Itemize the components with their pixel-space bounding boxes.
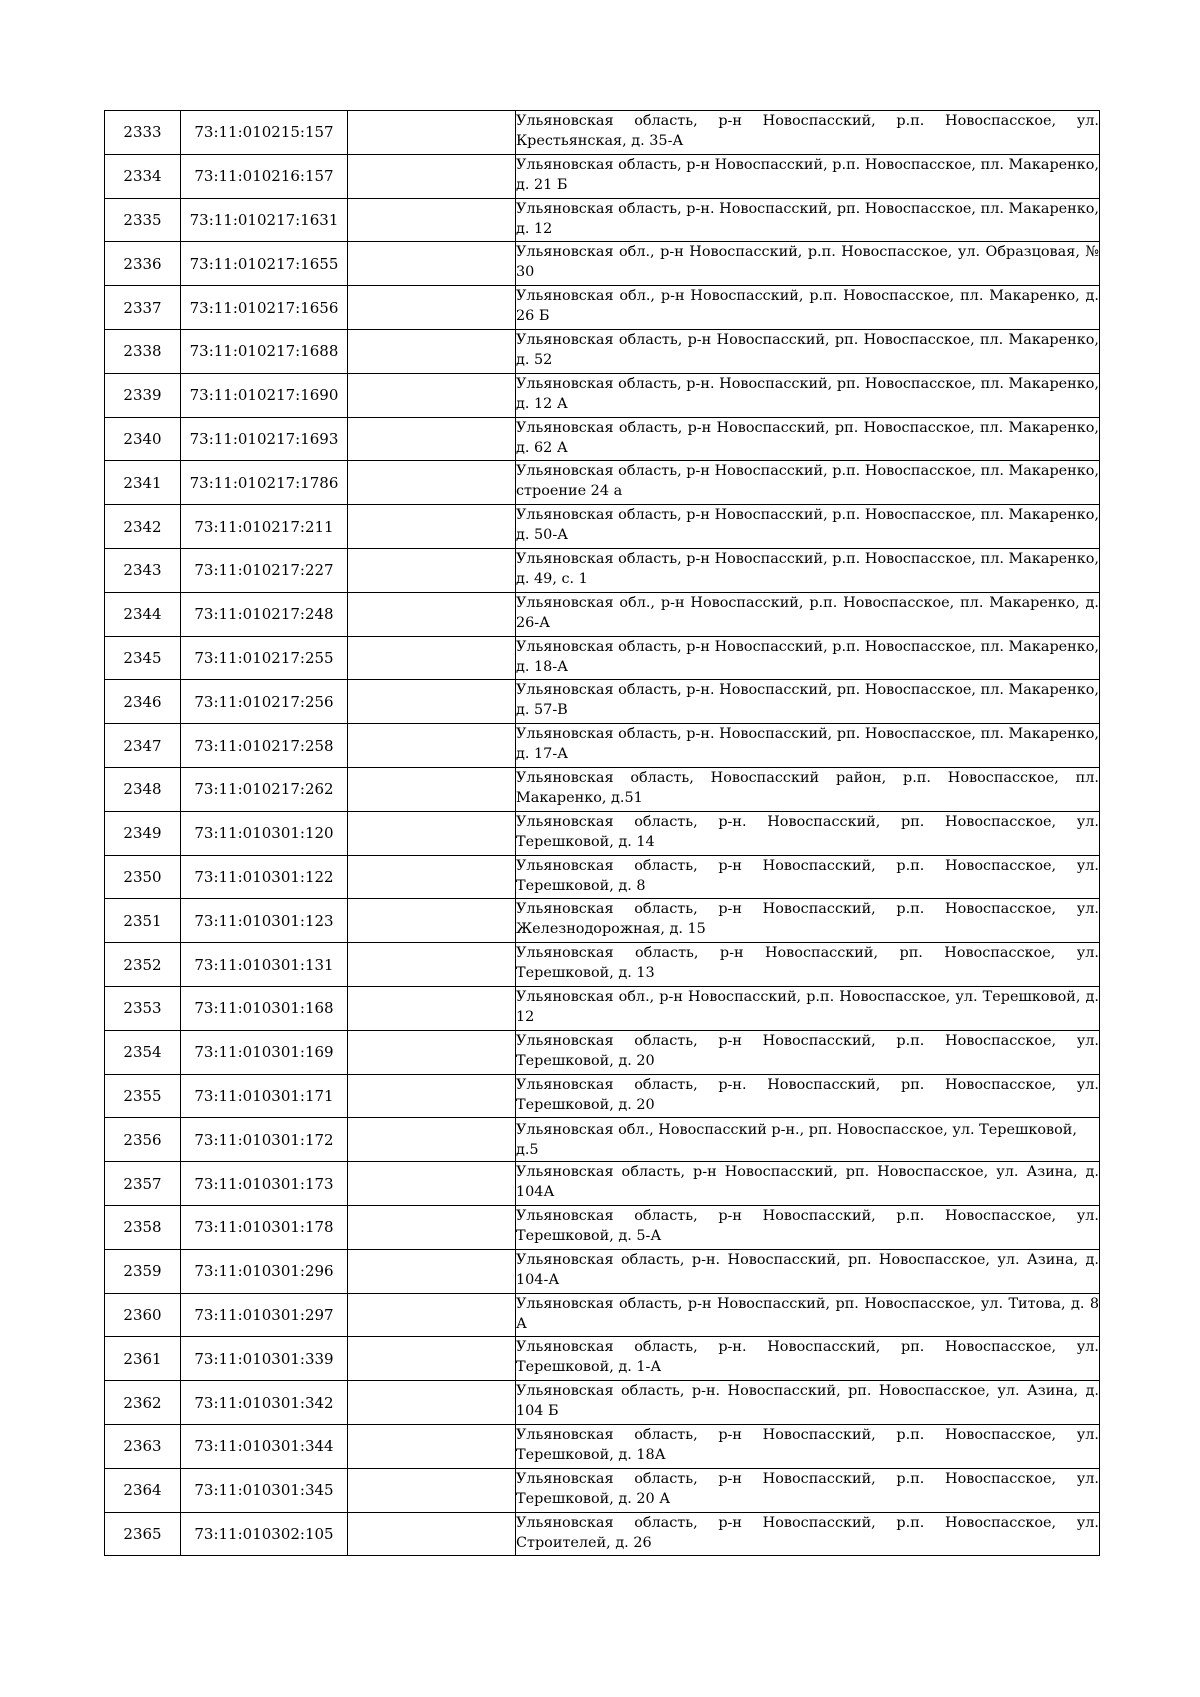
- empty-cell: [348, 417, 516, 461]
- empty-cell: [348, 1468, 516, 1512]
- empty-cell: [348, 592, 516, 636]
- empty-cell: [348, 724, 516, 768]
- cadastral-number: 73:11:010217:258: [181, 724, 348, 768]
- row-number: 2338: [105, 329, 181, 373]
- row-number: 2341: [105, 461, 181, 505]
- address-cell: Ульяновская область, р-н Новоспасский, р.п. Новоспасское, пл. Макаренко, д. 50-А: [516, 505, 1100, 549]
- address-cell: Ульяновская обл., Новоспасский р-н., рп. Новоспасское, ул. Терешковой, д.5: [516, 1118, 1100, 1162]
- table-row: [105, 417, 1100, 461]
- empty-cell: [348, 373, 516, 417]
- cadastral-number: 73:11:010301:172: [181, 1118, 348, 1162]
- address-cell: Ульяновская область, р-н Новоспасский, р.п. Новоспасское, ул. Крестьянская, д. 35-А: [516, 111, 1100, 155]
- row-number: 2361: [105, 1337, 181, 1381]
- cadastral-number: 73:11:010301:123: [181, 899, 348, 943]
- row-number: 2347: [105, 724, 181, 768]
- table-row: [105, 461, 1100, 505]
- empty-cell: [348, 986, 516, 1030]
- address-cell: Ульяновская область, р-н. Новоспасский, рп. Новоспасское, ул. Терешковой, д. 1-А: [516, 1337, 1100, 1381]
- row-number: 2335: [105, 198, 181, 242]
- row-number: 2364: [105, 1468, 181, 1512]
- cadastral-number: 73:11:010301:342: [181, 1381, 348, 1425]
- table-row: [105, 986, 1100, 1030]
- empty-cell: [348, 943, 516, 987]
- row-number: 2360: [105, 1293, 181, 1337]
- table-row: [105, 724, 1100, 768]
- table-row: [105, 242, 1100, 286]
- empty-cell: [348, 767, 516, 811]
- table-body: [105, 111, 1100, 1556]
- row-number: 2346: [105, 680, 181, 724]
- table-row: [105, 111, 1100, 155]
- empty-cell: [348, 1293, 516, 1337]
- row-number: 2339: [105, 373, 181, 417]
- address-cell: Ульяновская область, р-н Новоспасский, р.п. Новоспасское, ул. Терешковой, д. 5-А: [516, 1205, 1100, 1249]
- row-number: 2343: [105, 548, 181, 592]
- address-cell: Ульяновская область, Новоспасский район, р.п. Новоспасское, пл. Макаренко, д.51: [516, 767, 1100, 811]
- cadastral-number: 73:11:010301:122: [181, 855, 348, 899]
- address-cell: Ульяновская обл., р-н Новоспасский, р.п. Новоспасское, пл. Макаренко, д. 26 Б: [516, 286, 1100, 330]
- address-cell: Ульяновская область, р-н Новоспасский, р.п. Новоспасское, пл. Макаренко, д. 21 Б: [516, 154, 1100, 198]
- row-number: 2358: [105, 1205, 181, 1249]
- cadastral-number: 73:11:010217:227: [181, 548, 348, 592]
- address-cell: Ульяновская область, р-н. Новоспасский, рп. Новоспасское, ул. Терешковой, д. 20: [516, 1074, 1100, 1118]
- address-cell: Ульяновская обл., р-н Новоспасский, р.п. Новоспасское, пл. Макаренко, д. 26-А: [516, 592, 1100, 636]
- table-row: [105, 1337, 1100, 1381]
- row-number: 2352: [105, 943, 181, 987]
- address-cell: Ульяновская область, р-н. Новоспасский, рп. Новоспасское, пл. Макаренко, д. 57-В: [516, 680, 1100, 724]
- cadastral-number: 73:11:010217:1693: [181, 417, 348, 461]
- table-row: [105, 1162, 1100, 1206]
- empty-cell: [348, 242, 516, 286]
- empty-cell: [348, 154, 516, 198]
- row-number: 2356: [105, 1118, 181, 1162]
- cadastral-number: 73:11:010217:211: [181, 505, 348, 549]
- cadastral-number: 73:11:010301:171: [181, 1074, 348, 1118]
- address-cell: Ульяновская область, р-н Новоспасский, рп. Новоспасское, пл. Макаренко, д. 62 А: [516, 417, 1100, 461]
- table-row: [105, 329, 1100, 373]
- cadastral-number: 73:11:010301:344: [181, 1424, 348, 1468]
- table-row: [105, 943, 1100, 987]
- row-number: 2362: [105, 1381, 181, 1425]
- table-row: [105, 680, 1100, 724]
- table-row: [105, 767, 1100, 811]
- cadastral-number: 73:11:010217:1688: [181, 329, 348, 373]
- table-row: [105, 899, 1100, 943]
- empty-cell: [348, 1118, 516, 1162]
- cadastral-number: 73:11:010301:173: [181, 1162, 348, 1206]
- table-row: [105, 811, 1100, 855]
- address-cell: Ульяновская область, р-н Новоспасский, рп. Новоспасское, ул. Азина, д. 104А: [516, 1162, 1100, 1206]
- table-row: [105, 1512, 1100, 1556]
- address-cell: Ульяновская обл., р-н Новоспасский, р.п. Новоспасское, ул. Терешковой, д. 12: [516, 986, 1100, 1030]
- row-number: 2365: [105, 1512, 181, 1556]
- address-cell: Ульяновская область, р-н. Новоспасский, рп. Новоспасское, пл. Макаренко, д. 17-А: [516, 724, 1100, 768]
- row-number: 2351: [105, 899, 181, 943]
- address-cell: Ульяновская область, р-н. Новоспасский, рп. Новоспасское, пл. Макаренко, д. 12 А: [516, 373, 1100, 417]
- empty-cell: [348, 680, 516, 724]
- table-row: [105, 505, 1100, 549]
- row-number: 2355: [105, 1074, 181, 1118]
- empty-cell: [348, 505, 516, 549]
- address-cell: Ульяновская область, р-н Новоспасский, р.п. Новоспасское, ул. Терешковой, д. 18А: [516, 1424, 1100, 1468]
- row-number: 2359: [105, 1249, 181, 1293]
- address-cell: Ульяновская область, р-н Новоспасский, р.п. Новоспасское, пл. Макаренко, д. 18-А: [516, 636, 1100, 680]
- cadastral-number: 73:11:010217:1786: [181, 461, 348, 505]
- empty-cell: [348, 1512, 516, 1556]
- table-row: [105, 1381, 1100, 1425]
- cadastral-number: 73:11:010301:296: [181, 1249, 348, 1293]
- empty-cell: [348, 1205, 516, 1249]
- cadastral-number: 73:11:010217:1656: [181, 286, 348, 330]
- row-number: 2357: [105, 1162, 181, 1206]
- table-row: [105, 1293, 1100, 1337]
- cadastral-number: 73:11:010217:262: [181, 767, 348, 811]
- cadastral-number: 73:11:010301:178: [181, 1205, 348, 1249]
- row-number: 2349: [105, 811, 181, 855]
- table-row: [105, 198, 1100, 242]
- empty-cell: [348, 329, 516, 373]
- empty-cell: [348, 1381, 516, 1425]
- cadastral-number: 73:11:010301:131: [181, 943, 348, 987]
- empty-cell: [348, 461, 516, 505]
- table-row: [105, 1249, 1100, 1293]
- row-number: 2345: [105, 636, 181, 680]
- address-cell: Ульяновская область, р-н. Новоспасский, рп. Новоспасское, ул. Терешковой, д. 14: [516, 811, 1100, 855]
- row-number: 2334: [105, 154, 181, 198]
- empty-cell: [348, 1030, 516, 1074]
- address-cell: Ульяновская область, р-н Новоспасский, рп. Новоспасское, ул. Титова, д. 8 А: [516, 1293, 1100, 1337]
- table-row: [105, 154, 1100, 198]
- cadastral-number: 73:11:010301:169: [181, 1030, 348, 1074]
- table-row: [105, 1118, 1100, 1162]
- empty-cell: [348, 1424, 516, 1468]
- table-row: [105, 1030, 1100, 1074]
- cadastral-number: 73:11:010301:120: [181, 811, 348, 855]
- cadastral-number: 73:11:010217:256: [181, 680, 348, 724]
- cadastral-number: 73:11:010217:1690: [181, 373, 348, 417]
- table-row: [105, 1074, 1100, 1118]
- cadastral-number: 73:11:010217:1655: [181, 242, 348, 286]
- row-number: 2353: [105, 986, 181, 1030]
- address-cell: Ульяновская обл., р-н Новоспасский, р.п. Новоспасское, ул. Образцовая, № 30: [516, 242, 1100, 286]
- row-number: 2348: [105, 767, 181, 811]
- table-row: [105, 373, 1100, 417]
- empty-cell: [348, 899, 516, 943]
- table-row: [105, 286, 1100, 330]
- cadastral-number: 73:11:010217:248: [181, 592, 348, 636]
- address-cell: Ульяновская область, р-н Новоспасский, р.п. Новоспасское, пл. Макаренко, строение 24 а: [516, 461, 1100, 505]
- empty-cell: [348, 1249, 516, 1293]
- cadastral-number: 73:11:010215:157: [181, 111, 348, 155]
- table-row: [105, 592, 1100, 636]
- table-row: [105, 855, 1100, 899]
- address-cell: Ульяновская область, р-н. Новоспасский, рп. Новоспасское, ул. Азина, д. 104-А: [516, 1249, 1100, 1293]
- empty-cell: [348, 636, 516, 680]
- cadastral-number: 73:11:010302:105: [181, 1512, 348, 1556]
- address-cell: Ульяновская область, р-н Новоспасский, р.п. Новоспасское, ул. Терешковой, д. 20: [516, 1030, 1100, 1074]
- table-row: [105, 636, 1100, 680]
- empty-cell: [348, 111, 516, 155]
- empty-cell: [348, 198, 516, 242]
- empty-cell: [348, 811, 516, 855]
- cadastral-number: 73:11:010301:297: [181, 1293, 348, 1337]
- address-cell: Ульяновская область, р-н. Новоспасский, рп. Новоспасское, ул. Азина, д. 104 Б: [516, 1381, 1100, 1425]
- address-cell: Ульяновская область, р-н Новоспасский, р.п. Новоспасское, ул. Терешковой, д. 20 А: [516, 1468, 1100, 1512]
- row-number: 2340: [105, 417, 181, 461]
- address-cell: Ульяновская область, р-н Новоспасский, р.п. Новоспасское, пл. Макаренко, д. 49, с. 1: [516, 548, 1100, 592]
- row-number: 2342: [105, 505, 181, 549]
- empty-cell: [348, 855, 516, 899]
- row-number: 2363: [105, 1424, 181, 1468]
- address-cell: Ульяновская область, р-н Новоспасский, р.п. Новоспасское, ул. Строителей, д. 26: [516, 1512, 1100, 1556]
- property-register-table: [104, 110, 1100, 1556]
- row-number: 2336: [105, 242, 181, 286]
- address-cell: Ульяновская область, р-н Новоспасский, рп. Новоспасское, пл. Макаренко, д. 52: [516, 329, 1100, 373]
- empty-cell: [348, 1162, 516, 1206]
- row-number: 2333: [105, 111, 181, 155]
- empty-cell: [348, 548, 516, 592]
- address-cell: Ульяновская область, р-н Новоспасский, рп. Новоспасское, ул. Терешковой, д. 13: [516, 943, 1100, 987]
- empty-cell: [348, 286, 516, 330]
- cadastral-number: 73:11:010217:255: [181, 636, 348, 680]
- row-number: 2350: [105, 855, 181, 899]
- address-cell: Ульяновская область, р-н Новоспасский, р.п. Новоспасское, ул. Терешковой, д. 8: [516, 855, 1100, 899]
- cadastral-number: 73:11:010301:168: [181, 986, 348, 1030]
- cadastral-number: 73:11:010216:157: [181, 154, 348, 198]
- table-row: [105, 1424, 1100, 1468]
- address-cell: Ульяновская область, р-н Новоспасский, р.п. Новоспасское, ул. Железнодорожная, д. 15: [516, 899, 1100, 943]
- empty-cell: [348, 1337, 516, 1381]
- cadastral-number: 73:11:010217:1631: [181, 198, 348, 242]
- table-row: [105, 1205, 1100, 1249]
- cadastral-number: 73:11:010301:345: [181, 1468, 348, 1512]
- row-number: 2337: [105, 286, 181, 330]
- empty-cell: [348, 1074, 516, 1118]
- row-number: 2344: [105, 592, 181, 636]
- cadastral-number: 73:11:010301:339: [181, 1337, 348, 1381]
- address-cell: Ульяновская область, р-н. Новоспасский, рп. Новоспасское, пл. Макаренко, д. 12: [516, 198, 1100, 242]
- table-row: [105, 548, 1100, 592]
- table-row: [105, 1468, 1100, 1512]
- row-number: 2354: [105, 1030, 181, 1074]
